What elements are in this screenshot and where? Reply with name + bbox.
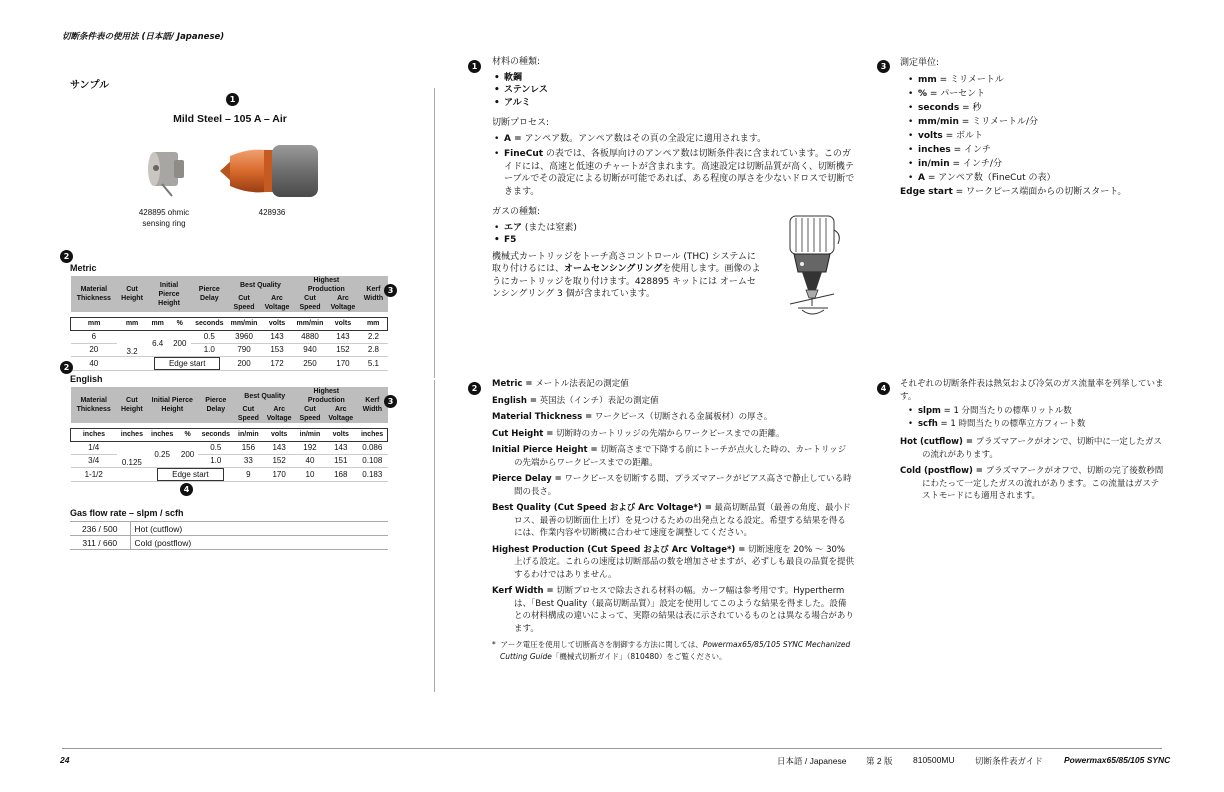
term-text: ワークピースを切断する間、プラズマアークがピアス高さで静止している時間の長さ。 [514, 474, 852, 497]
callout-badge-1: 1 [226, 93, 239, 106]
cell-thickness: 6 [71, 330, 118, 343]
subheader-cut-speed: Cut Speed [227, 294, 260, 312]
term: scfh [918, 418, 938, 429]
cell-value: 153 [261, 343, 294, 356]
edge-start-label: Edge start [157, 468, 223, 481]
unit-cell: inches [147, 428, 178, 441]
cell-value: 0.183 [357, 467, 387, 481]
cell-thickness: 1/4 [71, 441, 117, 454]
unit-cell: mm/min [227, 317, 260, 330]
cell-edge-start [147, 356, 228, 370]
cell-value: 152 [327, 343, 360, 356]
thc-note-a: 機械式カートリッジをトーチ高さコントロール (THC) システムに取り付けるには、 [492, 251, 756, 274]
definition [492, 411, 854, 424]
cell-thickness: 1-1/2 [71, 467, 117, 481]
ohmic-ring-image [140, 140, 190, 200]
cell-pierce-delay: 1.0 [198, 454, 234, 467]
term: エア [504, 222, 523, 233]
term: Material Thickness = [492, 412, 593, 422]
list-item: • アルミ [492, 97, 856, 110]
term: F5 [504, 235, 517, 245]
footnote: * アーク電圧を使用して切断高さを制御する方法に関しては、Powermax65/85/105 SYNC Mechanized Cutting Guide「機械式切断ガイド」（810480）をご覧ください。 [492, 640, 851, 661]
definition [492, 585, 854, 635]
footer-guide: 切断条件表ガイド [975, 756, 1043, 766]
cell-pierce-delay: 0.5 [191, 330, 227, 343]
definition [492, 502, 854, 540]
subheader-arc-voltage: Arc Voltage [327, 294, 360, 312]
process-heading: 切断プロセス: [492, 118, 550, 128]
list-item [906, 87, 1170, 101]
english-cut-chart [70, 387, 388, 482]
col-header-best-quality: Best Quality [227, 276, 293, 294]
column-divider-bottom [434, 380, 435, 692]
col-header-best-quality: Best Quality [234, 387, 296, 405]
term: seconds [918, 103, 960, 113]
term: Highest Production (Cut Speed および Arc Voltage*) = [492, 544, 746, 555]
english-title: English [70, 374, 103, 384]
gas-flow-table [70, 521, 388, 550]
term: inches [918, 145, 951, 155]
footer-language: 日本語 / Japanese [777, 756, 847, 766]
notes-section-4 [900, 378, 1164, 507]
cell-value: 143 [324, 441, 357, 454]
cell-value: 152 [263, 454, 296, 467]
term-text: 切断速度を 20% ～ 30% 上げる設定。これらの速度は切断部品の数を増加させますが、必ずしも最良の品質を提供するわけではありません。 [514, 544, 855, 580]
subheader-cut-speed: Cut Speed [234, 405, 263, 423]
gas-type-heading: ガスの種類: [492, 207, 541, 217]
sample-title: サンプル [70, 80, 110, 91]
term-text: = 1 分間当たりの標準リットル数 [940, 406, 1072, 416]
table-row [71, 330, 388, 343]
cell-value: 192 [296, 441, 325, 454]
term: in/min [918, 159, 950, 169]
footer-rule [62, 748, 1162, 749]
unit-cell: seconds [191, 317, 227, 330]
list-item [906, 157, 1170, 171]
unit-cell: % [168, 317, 191, 330]
list-item [906, 171, 1170, 185]
list-item [906, 115, 1170, 129]
unit-cell: mm [117, 317, 147, 330]
term-text: プラズマアークがオフで、切断の完了後数秒間にわたって一定したガスの流れがあります。この流量はガステストモードにも適用されます。 [922, 466, 1164, 501]
cell-value: 143 [261, 330, 294, 343]
cell-thickness: 40 [71, 356, 118, 370]
term: Hot (cutflow) = [900, 437, 973, 447]
cell-value: 151 [324, 454, 357, 467]
cell-pierce-delay: 1.0 [191, 343, 227, 356]
table-row [71, 441, 388, 454]
cell-cut-height: 0.125 [117, 441, 147, 467]
callout-badge-3-english: 3 [384, 395, 397, 408]
list-item [906, 73, 1170, 87]
callout-badge-1: 1 [468, 60, 481, 73]
cell-pierce-height: 6.4 [147, 330, 169, 356]
part-label-ohmic-line1: 428895 ohmic [138, 208, 190, 217]
table-row [70, 536, 388, 550]
term-text: 切断時のカートリッジの先端からワークピースまでの距離。 [553, 428, 785, 439]
term: mm/min [918, 117, 959, 127]
cell-value: 168 [324, 467, 357, 481]
cell-value: 170 [327, 356, 360, 370]
gas-label: Hot (cutflow) [130, 522, 388, 536]
term-text: = 1 時間当たりの標準立方フィート数 [937, 418, 1086, 429]
definition [492, 473, 854, 498]
list-item [906, 143, 1170, 157]
running-header: 切断条件表の使用法 (日本語/ Japanese) [62, 32, 225, 42]
unit-cell: in/min [234, 428, 263, 441]
term-text: メートル法表記の測定値 [532, 379, 629, 389]
list-item [906, 129, 1170, 143]
cell-value: 3960 [227, 330, 260, 343]
definition [492, 544, 854, 582]
cell-value: 33 [234, 454, 263, 467]
part-label-ohmic-line2: sensing ring [142, 219, 186, 228]
term-text: ワークピース（切断される金属板材）の厚さ。 [592, 412, 773, 422]
cell-value: 170 [263, 467, 296, 481]
col-header-cut-height: Cut Height [117, 387, 147, 423]
col-header-pierce-height: Initial Pierce Height [147, 387, 198, 423]
callout-badge-3: 3 [877, 60, 890, 73]
units-list [900, 73, 1170, 185]
unit-cell: mm [359, 317, 387, 330]
col-header-thickness: Material Thickness [71, 387, 117, 423]
cell-empty [117, 356, 147, 370]
term-text: アンペア数。アンペア数はその頁の全設定に適用されます。 [521, 133, 767, 144]
col-header-highest-production: Highest Production [293, 276, 359, 294]
term: Edge start [900, 187, 953, 197]
cell-value: 940 [293, 343, 326, 356]
notes-section-3 [900, 56, 1170, 199]
term-text: = インチ [950, 145, 991, 155]
term-text: = ミリメートル [936, 75, 1004, 85]
term-text: 切断プロセスで除去される材料の幅。カーフ幅は参考用です。Hypertherm は、「Best Quality（最高切断品質）」設定を使用してこのような結果を得ました。設備との材料構成の違いによって、実際の結果は表に示されているものとは異なる場合があります。 [514, 586, 854, 634]
cell-pierce-height: 0.25 [147, 441, 178, 467]
metric-cut-chart [70, 276, 388, 371]
term: Cut Height = [492, 428, 554, 439]
list-item: • 軟鋼 [492, 72, 856, 85]
product-title: Mild Steel – 105 A – Air [173, 113, 287, 125]
term: English = [492, 395, 537, 406]
unit-cell: in/min [296, 428, 325, 441]
term-text: 切断高さまで下降する前にトーチが点火した時の、カートリッジの先端からワークピースまでの距離。 [514, 445, 847, 468]
unit-cell: inches [117, 428, 147, 441]
term: Kerf Width = [492, 586, 554, 596]
cell-value: 790 [227, 343, 260, 356]
table-row [71, 356, 388, 370]
col-header-kerf-width: Kerf Width [359, 276, 387, 312]
term: FineCut [504, 149, 544, 159]
materials-list [492, 72, 856, 110]
cell-pierce-delay: 0.5 [198, 441, 234, 454]
cell-edge-start [147, 467, 234, 481]
cell-empty [117, 467, 147, 481]
list-item: • ステンレス [492, 84, 856, 97]
page-number: 24 [60, 755, 70, 765]
subheader-cut-speed: Cut Speed [293, 294, 326, 312]
term: Pierce Delay = [492, 474, 562, 484]
edge-start-definition [900, 185, 1170, 199]
cartridge-image [218, 142, 322, 200]
part-label-ohmic [122, 207, 206, 229]
cell-value: 250 [293, 356, 326, 370]
footer-product: Powermax65/85/105 SYNC [1064, 755, 1171, 765]
unit-cell: inches [357, 428, 387, 441]
thc-note-term: オームセンシングリング [564, 264, 663, 274]
term-text: の表では、各板厚向けのアンペア数は切断条件表に含まれています。このガイドには、高速と低速のチャートが含まれます。高速設定は切断品質が高く、切断機テーブルでその設定による切断が可能であれば、ある程度の厚さを少ないドロスで切断できます。 [504, 149, 855, 197]
callout-badge-2-english: 2 [60, 361, 73, 374]
cell-value: 143 [263, 441, 296, 454]
gas-flow-title: Gas flow rate – slpm / scfh [70, 508, 184, 518]
unit-cell: volts [263, 428, 296, 441]
term-text: プラズマアークがオンで、切断中に一定したガスの流れがあります。 [922, 437, 1162, 460]
cell-thickness: 20 [71, 343, 118, 356]
cell-pierce-pct: 200 [177, 441, 197, 467]
cell-value: 5.1 [359, 356, 387, 370]
term-text: = ワークピース端面からの切断スタート。 [952, 187, 1127, 197]
callout-badge-4: 4 [180, 483, 193, 496]
gas-value: 236 / 500 [70, 522, 130, 536]
col-header-thickness: Material Thickness [71, 276, 118, 312]
table-row [70, 522, 388, 536]
unit-cell: seconds [198, 428, 234, 441]
column-divider-top [434, 88, 435, 378]
term-text: = インチ/分 [949, 159, 1002, 169]
units-heading: 測定単位: [900, 58, 940, 68]
list-item [906, 101, 1170, 115]
cell-value: 40 [296, 454, 325, 467]
list-item [492, 133, 856, 146]
cell-value: 0.108 [357, 454, 387, 467]
term: A [918, 173, 925, 183]
unit-cell: % [177, 428, 197, 441]
definition [492, 444, 854, 469]
col-header-pierce-delay: Pierce Delay [191, 276, 227, 312]
list-item [906, 418, 1164, 431]
term-text: 英国法（インチ）表記の測定値 [536, 395, 659, 406]
callout-badge-4: 4 [877, 382, 890, 395]
cell-value: 200 [227, 356, 260, 370]
part-label-cartridge: 428936 [258, 208, 286, 217]
edge-start-label: Edge start [154, 357, 220, 370]
subheader-cut-speed: Cut Speed [296, 405, 325, 423]
thc-note [492, 251, 764, 301]
term: slpm [918, 406, 941, 416]
cell-value: 2.8 [359, 343, 387, 356]
gas-label: Cold (postflow) [130, 536, 388, 550]
term: volts [918, 131, 943, 141]
col-header-highest-production: Highest Production [296, 387, 358, 405]
unit-cell: volts [327, 317, 360, 330]
term-text: = アンペア数（FineCut の表） [924, 173, 1056, 183]
cell-value: 0.086 [357, 441, 387, 454]
unit-cell: volts [261, 317, 294, 330]
cell-cut-height: 3.2 [117, 330, 147, 356]
gas-value: 311 / 660 [70, 536, 130, 550]
cell-thickness: 3/4 [71, 454, 117, 467]
unit-cell: mm [71, 317, 118, 330]
process-list [492, 133, 856, 199]
table-row [71, 467, 388, 481]
unit-cell: volts [324, 428, 357, 441]
cell-value: 9 [234, 467, 263, 481]
thc-note-c: を使用します。画像のようにカートリッジを取り付けます。428895 キットには オームセンシングリング 3 個が含まれています。 [492, 264, 761, 299]
term: Initial Pierce Height = [492, 445, 598, 455]
footer-doc-number: 810500MU [913, 755, 955, 765]
callout-badge-3-metric: 3 [384, 284, 397, 297]
term: Best Quality (Cut Speed および Arc Voltage*) = [492, 503, 712, 513]
gas-units-list [900, 405, 1164, 430]
metric-title: Metric [70, 263, 97, 273]
col-header-kerf-width: Kerf Width [357, 387, 387, 423]
footnote-c: 「機械式切断ガイド」（810480）をご覧ください。 [551, 652, 727, 661]
callout-badge-2: 2 [468, 382, 481, 395]
term: A = [504, 133, 522, 144]
cell-value: 172 [261, 356, 294, 370]
cell-value: 4880 [293, 330, 326, 343]
materials-heading: 材料の種類: [492, 57, 541, 67]
notes-section-2 [492, 378, 854, 663]
term-text: = 秒 [959, 103, 982, 113]
callout-badge-2-metric: 2 [60, 250, 73, 263]
term-text: = ミリメートル/分 [958, 117, 1039, 127]
term: mm [918, 75, 937, 85]
definition [900, 436, 1164, 461]
subheader-arc-voltage: Arc Voltage [263, 405, 296, 423]
term: Metric = [492, 379, 533, 389]
cell-value: 2.2 [359, 330, 387, 343]
col-header-pierce-delay: Pierce Delay [198, 387, 234, 423]
term-text: = パーセント [927, 89, 986, 99]
term-text: 最高切断品質（最善の角度、最小ドロス、最善の切断面仕上げ）を見つけるための出発点となる設定。希望する結果を得るには、作業内容や切断機に合わせて速度を調整してください。 [514, 503, 851, 538]
footnote-a: アーク電圧を使用して切断高さを制御する方法に関しては、 [500, 640, 703, 649]
subheader-arc-voltage: Arc Voltage [324, 405, 357, 423]
cell-value: 156 [234, 441, 263, 454]
cell-pierce-pct: 200 [168, 330, 191, 356]
col-header-pierce-height: Initial Pierce Height [147, 276, 191, 312]
unit-cell: mm [147, 317, 169, 330]
term: % [918, 89, 928, 99]
list-item [492, 148, 856, 198]
footer-edition: 第 2 版 [866, 756, 893, 766]
col-header-cut-height: Cut Height [117, 276, 147, 312]
gas-rate-intro: それぞれの切断条件表は熱気および冷気のガス流量率を列挙しています。 [900, 379, 1164, 402]
footnote-title: Powermax65/85/105 SYNC Mechanized Cutting Guide [500, 640, 851, 661]
term: Cold (postflow) = [900, 466, 983, 476]
definition [492, 395, 854, 408]
unit-cell: inches [71, 428, 117, 441]
cell-value: 143 [327, 330, 360, 343]
definition [492, 428, 854, 441]
unit-cell: mm/min [293, 317, 326, 330]
definition [492, 378, 854, 391]
term-text: (または窒素) [522, 222, 577, 233]
list-item [906, 405, 1164, 418]
torch-mounting-image [782, 210, 842, 322]
subheader-arc-voltage: Arc Voltage [261, 294, 294, 312]
definition [900, 465, 1164, 503]
cell-value: 10 [296, 467, 325, 481]
term-text: = ボルト [942, 131, 984, 141]
